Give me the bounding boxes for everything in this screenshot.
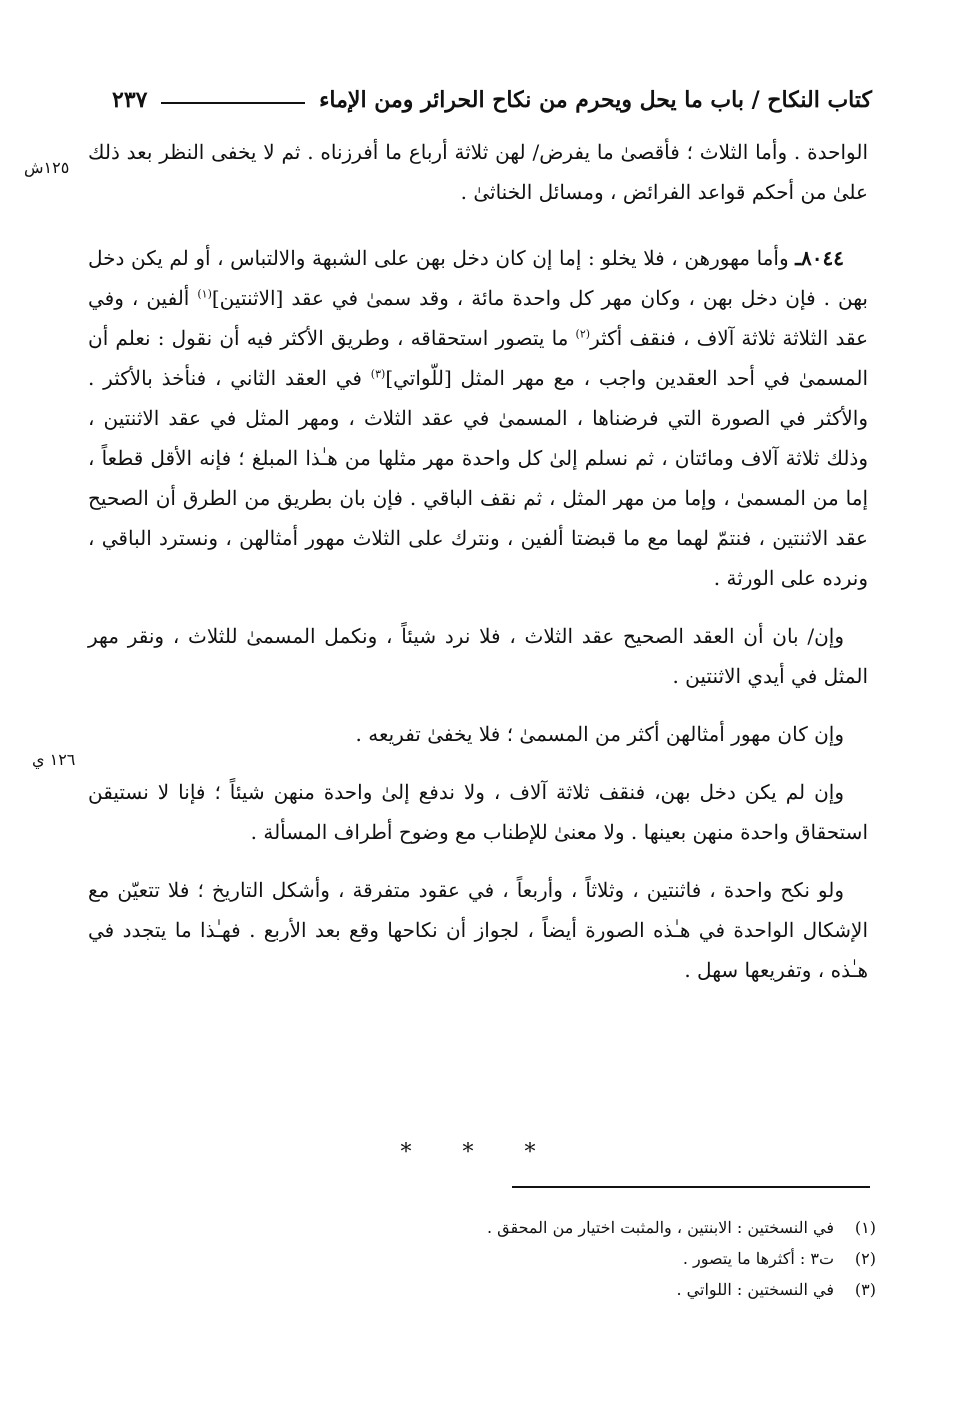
paragraph-2-text-c: ما يتصور استحقاقه ، وطريق الأكثر فيه أن نقول : نعلم أن المسمىٰ في أحد العقدين واجب ، مع مهر المثل [للّواتي] [88,326,868,390]
page-number: ٢٣٧ [112,87,148,113]
footnote-3 [300,1274,876,1305]
paragraph-3: وإن/ بان أن العقد الصحيح عقد الثلاث ، فلا نرد شيئاً ، ونكمل المسمىٰ للثلاث ، ونقر مهر المثل في أيدي الاثنتين . [88,624,868,688]
footnote-number: (١) [854,1218,876,1237]
footnote-rule [512,1186,870,1188]
footnote-1 [300,1212,876,1243]
running-header [112,80,872,120]
footnote-number: (٣) [854,1280,876,1299]
paragraph-4: وإن كان مهور أمثالهن أكثر من المسمىٰ ؛ فلا يخفىٰ تفريعه . [355,722,844,746]
footnote-text: في النسختين : اللواتي . [676,1280,834,1299]
section-separator: * * * [400,1140,558,1165]
header-rule [161,102,305,104]
paragraph-2-text-b: ألفين ، وفي عقد الثلاثة ثلاثة آلاف ، فنقف أكثر [88,286,868,350]
paragraph-6: ولو نكح واحدة ، فاثنتين ، وثلاثاً ، وأربعاً ، في عقود متفرقة ، وأشكل التاريخ ؛ فلا تتعيّن مع الإشكال الواحدة في هـٰذه الصورة أيضاً ، لجواز أن نكاحها وقع بعد الأربع . فهـٰذا ما يتجدد في هـٰذه ، وتفريعها سهل . [88,878,868,982]
footnote-2 [300,1243,876,1274]
paragraph-2-text-a: وأما مهورهن ، فلا يخلو : إما إن كان دخل بهن على الشبهة والالتباس ، أو لم يكن دخل بهن . فإن دخل بهن ، وكان مهر كل واحدة مائة ، وقد سمىٰ في عقد [الاثنتين] [88,246,868,310]
paragraph-2 [88,238,868,598]
footnote-ref-2: (٢) [575,327,591,341]
chapter-title: كتاب النكاح / باب ما يحل ويحرم من نكاح الحرائر ومن الإماء [319,87,872,113]
main-text [88,132,868,1008]
issue-number: ٨٠٤٤ـ [795,246,844,270]
margin-note-manuscript-2: ١٢٦ ي [32,750,76,769]
footnote-text: ت٣ : أكثرها ما يتصور . [682,1249,834,1268]
paragraph-2-text-d: في العقد الثاني ، فنأخذ بالأكثر . والأكثر في الصورة التي فرضناها ، المسمىٰ في عقد الثلاث ، ومهر المثل في عقد الاثنتين ، وذلك ثلاثة آلاف ومائتان ، ثم نسلم إلىٰ كل واحدة مهر مثلها من هـٰذا المبلغ ؛ فإنه الأقل قطعاً ، إما من المسمىٰ ، وإما من مهر المثل ، ثم نقف الباقي . فإن بان بطريق من الطرق أن الصحيح عقد الاثنتين ، فنتمّ لهما مع ما قبضتا ألفين ، ونترك على الثلاث مهور أمثالهن ، ونسترد الباقي ، ونرده على الورثة . [88,366,868,590]
margin-note-manuscript-1: ١٢٥ش [24,158,70,177]
footnote-ref-1: (١) [197,287,212,301]
footnote-number: (٢) [854,1249,876,1268]
footnote-ref-3: (٣) [370,367,386,381]
footnotes [300,1212,876,1305]
paragraph-5: وإن لم يكن دخل بهن، فنقف ثلاثة آلاف ، ولا ندفع إلىٰ واحدة منهن شيئاً ؛ فإنا لا نستيقن استحقاق واحدة منهن بعينها . ولا معنىٰ للإطناب مع وضوح أطراف المسألة . [88,780,868,844]
paragraph-1: الواحدة . وأما الثلاث ؛ فأقصىٰ ما يفرض/ لهن ثلاثة أرباع ما أفرزناه . ثم لا يخفى النظر بعد ذلك علىٰ من أحكم قواعد الفرائض ، ومسائل الخناثىٰ . [88,140,868,204]
footnote-text: في النسختين : الابنتين ، والمثبت اختيار من المحقق . [486,1218,834,1237]
